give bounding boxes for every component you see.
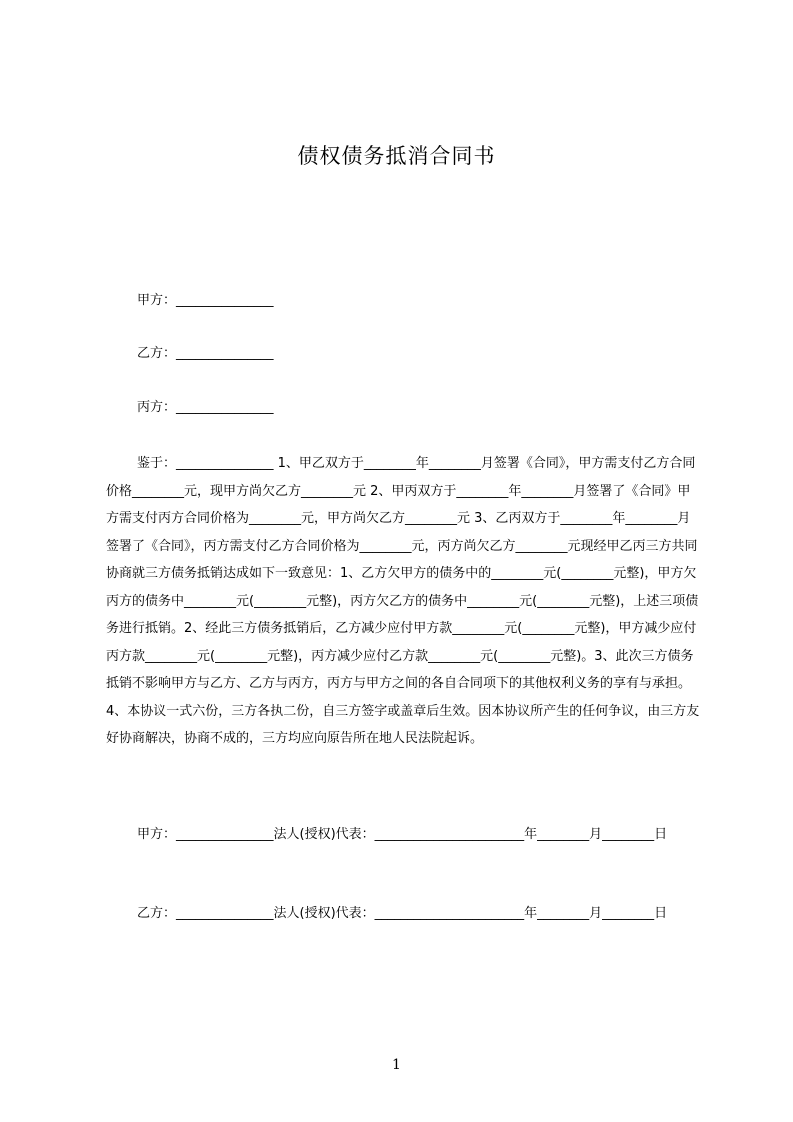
- contract-body-paragraph: 鉴于：_______________ 1、甲乙双方于________年________月签署《合同》，甲方需支付乙方合同价格________元，现甲方尚欠乙方________元 2、甲丙双方于________年________月签署了《合同》甲方需支付丙方合同价格为________元，甲方尚欠乙方________元 3、乙丙双方于________年________月签署了《合同》，丙方需支付乙方合同价格为________元，丙方尚欠乙方________元现经甲乙丙三方共同协商就三方债务抵销达成如下一致意见：1、乙方欠甲方的债务中的________元(________元整)，甲方欠丙方的债务中________元(________元整)，丙方欠乙方的债务中________元(________元整)，上述三项债务进行抵销。2、经此三方债务抵销后，乙方减少应付甲方款________元(________元整)，甲方减少应付丙方款________元(________元整)，丙方减少应付乙方款________元(________元整)。3、此次三方债务抵销不影响甲方与乙方、乙方与丙方，丙方与甲方之间的各自合同项下的其他权利义务的享有与承担。4、本协议一式六份，三方各执二份，自三方签字或盖章后生效。因本协议所产生的任何争议，由三方友好协商解决，协商不成的，三方均应向原告所在地人民法院起诉。: [106, 456, 700, 746]
- party-a-line: 甲方：_______________: [137, 293, 274, 308]
- signature-block-party-b: [106, 900, 702, 927]
- contract-body: [106, 450, 702, 753]
- page-number: 1: [392, 1057, 401, 1073]
- party-c-line: 丙方：_______________: [137, 400, 274, 415]
- signature-line-party-a: 甲方：_______________法人(授权)代表：_______________________年________月________日: [137, 827, 668, 842]
- party-b-line: 乙方：_______________: [137, 346, 274, 361]
- signature-line-party-b: 乙方：_______________法人(授权)代表：_______________________年________月________日: [137, 906, 668, 921]
- document-title: 债权债务抵消合同书: [297, 144, 496, 168]
- signature-block-party-a: [106, 821, 702, 848]
